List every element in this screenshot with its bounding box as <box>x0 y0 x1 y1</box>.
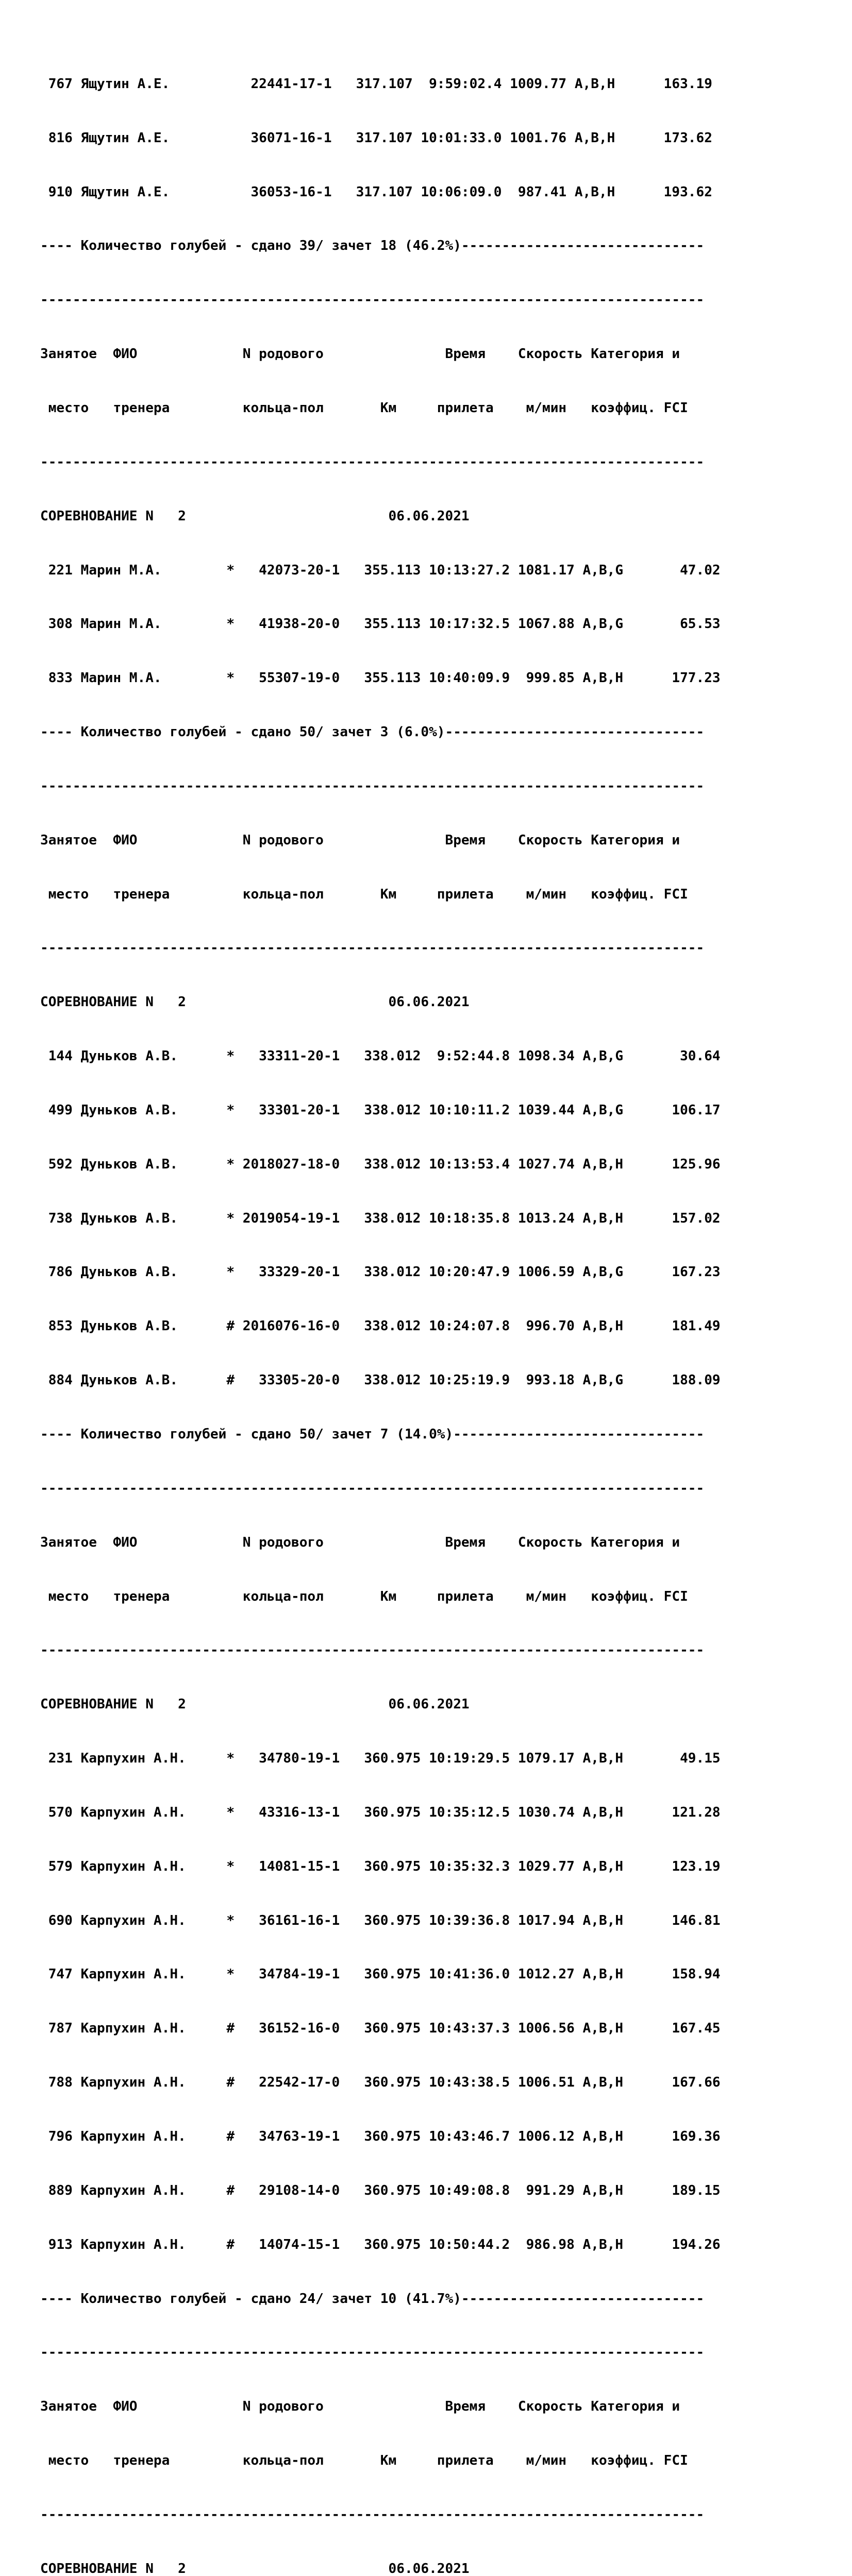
text-line: 144 Дуньков А.В. * 33311-20-1 338.012 9:52:44.8 1098.34 A,B,G 30.64 <box>40 1048 721 1064</box>
text-line: 690 Карпухин А.Н. * 36161-16-1 360.975 10:39:36.8 1017.94 A,B,H 146.81 <box>40 1912 721 1928</box>
text-line: 796 Карпухин А.Н. # 34763-19-1 360.975 10:43:46.7 1006.12 A,B,H 169.36 <box>40 2128 721 2144</box>
text-line: 853 Дуньков А.В. # 2016076-16-0 338.012 10:24:07.8 996.70 A,B,H 181.49 <box>40 1318 721 1334</box>
divider-line: ---------------------------------------------------------------------------------- <box>40 2506 705 2522</box>
header-line: место тренера кольца-пол Км прилета м/мин коэффиц. FCI <box>40 2453 688 2469</box>
text-line: 767 Ящутин А.Е. 22441-17-1 317.107 9:59:02.4 1009.77 A,B,H 163.19 <box>40 76 712 92</box>
text-line: 308 Марин М.А. * 41938-20-0 355.113 10:17:32.5 1067.88 A,B,G 65.53 <box>40 616 721 632</box>
divider-line: ---------------------------------------------------------------------------------- <box>40 778 705 794</box>
text-line: 221 Марин М.А. * 42073-20-1 355.113 10:13:27.2 1081.17 A,B,G 47.02 <box>40 562 721 578</box>
summary-line: ---- Количество голубей - сдано 24/ зачет 10 (41.7%)------------------------------ <box>40 2291 705 2307</box>
divider-line: ---------------------------------------------------------------------------------- <box>40 1642 705 1658</box>
summary-line: ---- Количество голубей - сдано 50/ зачет 3 (6.0%)-------------------------------- <box>40 724 705 740</box>
text-line: 231 Карпухин А.Н. * 34780-19-1 360.975 10:19:29.5 1079.17 A,B,H 49.15 <box>40 1751 721 1767</box>
header-line: Занятое ФИО N родового Время Скорость Категория и <box>40 346 680 362</box>
text-line: 499 Дуньков А.В. * 33301-20-1 338.012 10:10:11.2 1039.44 A,B,G 106.17 <box>40 1102 721 1118</box>
competition-line: СОРЕВНОВАНИЕ N 2 06.06.2021 <box>40 508 470 524</box>
competition-line: СОРЕВНОВАНИЕ N 2 06.06.2021 <box>40 2561 470 2576</box>
summary-line: ---- Количество голубей - сдано 39/ зачет 18 (46.2%)------------------------------ <box>40 238 705 254</box>
header-line: Занятое ФИО N родового Время Скорость Категория и <box>40 1534 680 1550</box>
divider-line: ---------------------------------------------------------------------------------- <box>40 940 705 956</box>
divider-line: ---------------------------------------------------------------------------------- <box>40 2345 705 2361</box>
results-printout <box>40 39 721 2576</box>
text-line: 788 Карпухин А.Н. # 22542-17-0 360.975 10:43:38.5 1006.51 A,B,H 167.66 <box>40 2075 721 2091</box>
text-line: 747 Карпухин А.Н. * 34784-19-1 360.975 10:41:36.0 1012.27 A,B,H 158.94 <box>40 1967 721 1982</box>
header-line: Занятое ФИО N родового Время Скорость Категория и <box>40 832 680 848</box>
summary-line: ---- Количество голубей - сдано 50/ зачет 7 (14.0%)------------------------------- <box>40 1427 705 1442</box>
text-line: 833 Марин М.А. * 55307-19-0 355.113 10:40:09.9 999.85 A,B,H 177.23 <box>40 670 721 686</box>
text-line: 738 Дуньков А.В. * 2019054-19-1 338.012 10:18:35.8 1013.24 A,B,H 157.02 <box>40 1210 721 1226</box>
competition-line: СОРЕВНОВАНИЕ N 2 06.06.2021 <box>40 1697 470 1713</box>
competition-line: СОРЕВНОВАНИЕ N 2 06.06.2021 <box>40 994 470 1010</box>
text-line: 787 Карпухин А.Н. # 36152-16-0 360.975 10:43:37.3 1006.56 A,B,H 167.45 <box>40 2021 721 2037</box>
header-line: место тренера кольца-пол Км прилета м/мин коэффиц. FCI <box>40 400 688 416</box>
text-line: 884 Дуньков А.В. # 33305-20-0 338.012 10:25:19.9 993.18 A,B,G 188.09 <box>40 1372 721 1388</box>
text-line: 786 Дуньков А.В. * 33329-20-1 338.012 10:20:47.9 1006.59 A,B,G 167.23 <box>40 1264 721 1280</box>
text-line: 910 Ящутин А.Е. 36053-16-1 317.107 10:06:09.0 987.41 A,B,H 193.62 <box>40 184 712 200</box>
text-line: 570 Карпухин А.Н. * 43316-13-1 360.975 10:35:12.5 1030.74 A,B,H 121.28 <box>40 1804 721 1820</box>
text-line: 913 Карпухин А.Н. # 14074-15-1 360.975 10:50:44.2 986.98 A,B,H 194.26 <box>40 2236 721 2252</box>
text-line: 592 Дуньков А.В. * 2018027-18-0 338.012 10:13:53.4 1027.74 A,B,H 125.96 <box>40 1156 721 1172</box>
divider-line: ---------------------------------------------------------------------------------- <box>40 1480 705 1496</box>
text-line: 889 Карпухин А.Н. # 29108-14-0 360.975 10:49:08.8 991.29 A,B,H 189.15 <box>40 2182 721 2198</box>
header-line: место тренера кольца-пол Км прилета м/мин коэффиц. FCI <box>40 886 688 902</box>
text-line: 579 Карпухин А.Н. * 14081-15-1 360.975 10:35:32.3 1029.77 A,B,H 123.19 <box>40 1858 721 1874</box>
text-line: 816 Ящутин А.Е. 36071-16-1 317.107 10:01:33.0 1001.76 A,B,H 173.62 <box>40 130 712 146</box>
header-line: Занятое ФИО N родового Время Скорость Категория и <box>40 2399 680 2415</box>
divider-line: ---------------------------------------------------------------------------------- <box>40 292 705 308</box>
divider-line: ---------------------------------------------------------------------------------- <box>40 454 705 470</box>
header-line: место тренера кольца-пол Км прилета м/мин коэффиц. FCI <box>40 1588 688 1604</box>
